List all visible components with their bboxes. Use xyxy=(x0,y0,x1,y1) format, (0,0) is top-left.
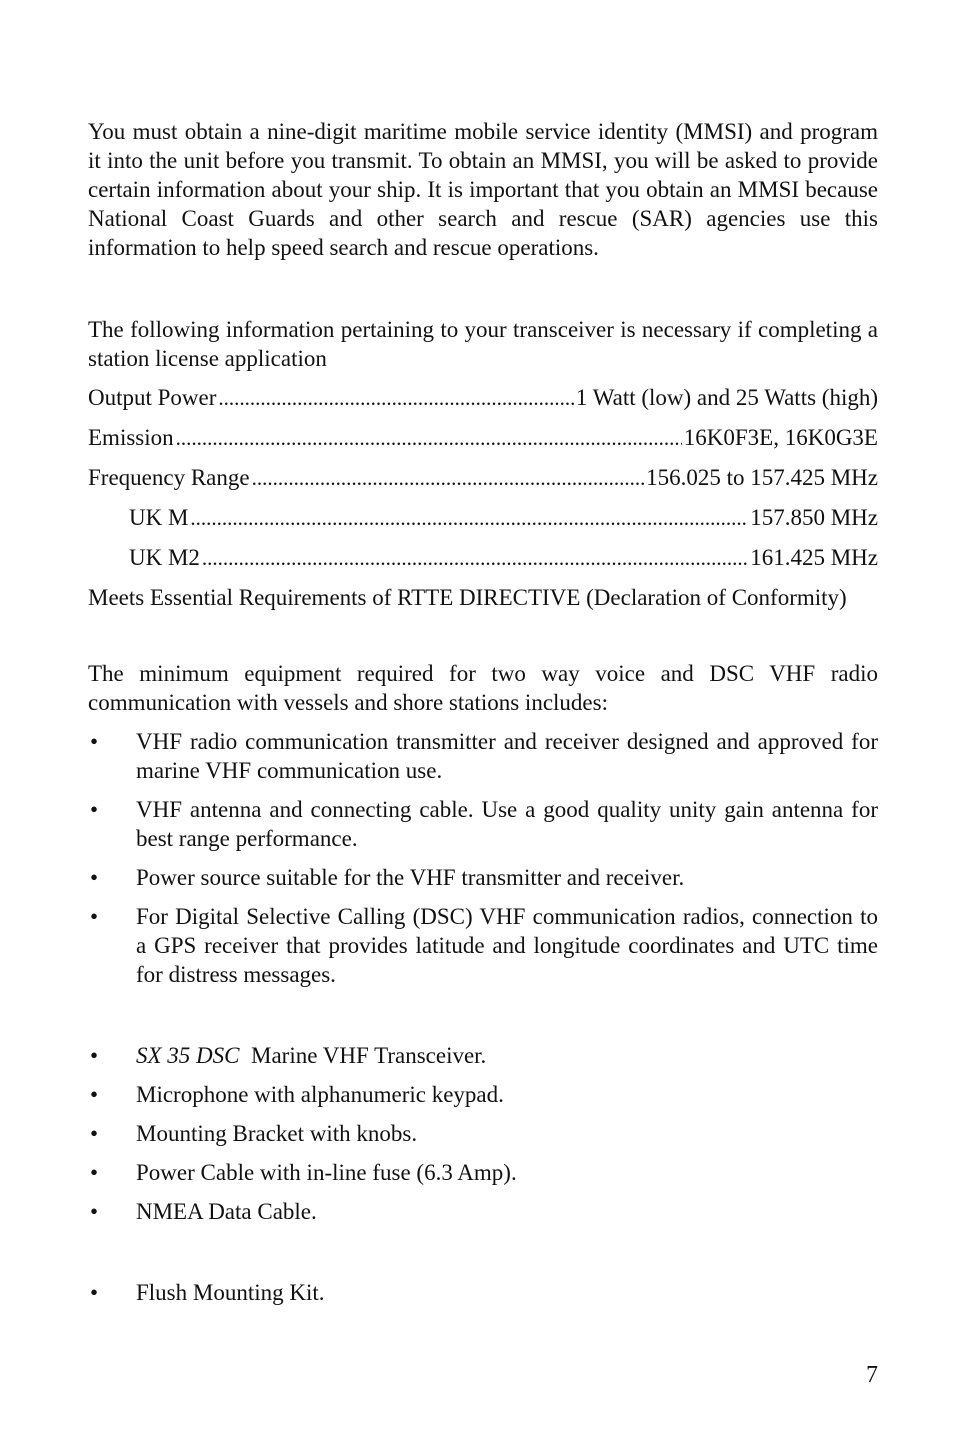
dot-leader xyxy=(190,504,748,533)
list-item xyxy=(88,1080,878,1109)
section-gap xyxy=(88,1226,878,1278)
list-item-text: NMEA Data Cable. xyxy=(136,1199,317,1224)
manual-page xyxy=(88,117,878,1307)
list-item-text: For Digital Selective Calling (DSC) VHF communication radios, connection to a GPS receiver that provides latitude and longitude coordinates and UTC time for distress messages. xyxy=(136,904,878,987)
section-gap xyxy=(88,612,878,659)
bullet-icon: • xyxy=(90,797,99,822)
bullet-icon: • xyxy=(90,1082,99,1107)
list-item-text: Microphone with alphanumeric keypad. xyxy=(136,1082,504,1107)
list-item-text: Power Cable with in-line fuse (6.3 Amp). xyxy=(136,1160,517,1185)
license-intro: The following information pertaining to your transceiver is necessary if completing a station license application xyxy=(88,317,878,371)
list-item-text: VHF antenna and connecting cable. Use a good quality unity gain antenna for best range performance. xyxy=(136,797,878,851)
spec-value: 156.025 to 157.425 MHz xyxy=(646,465,878,490)
spec-value: 157.850 MHz xyxy=(750,505,878,530)
spec-label: Output Power xyxy=(88,385,217,410)
dot-leader xyxy=(252,464,644,493)
dot-leader xyxy=(176,424,682,453)
list-item xyxy=(88,1158,878,1187)
bullet-icon: • xyxy=(90,729,99,754)
model-name: SX 35 DSC xyxy=(136,1043,240,1068)
spec-row-emission xyxy=(88,423,878,453)
list-item-text: VHF radio communication transmitter and receiver designed and approved for marine VHF communication use. xyxy=(136,729,878,783)
list-item-text: Mounting Bracket with knobs. xyxy=(136,1121,418,1146)
conformity-note: Meets Essential Requirements of RTTE DIRECTIVE (Declaration of Conformity) xyxy=(88,585,847,610)
mmsi-paragraph: You must obtain a nine-digit maritime mobile service identity (MMSI) and program it into the unit before you transmit. To obtain an MMSI, you will be asked to provide certain information about your ship. It is important that you obtain an MMSI because National Coast Guards and other search and rescue (SAR) agencies use this information to help speed search and rescue operations. xyxy=(88,119,878,260)
spec-label: Frequency Range xyxy=(88,465,250,490)
list-item-text xyxy=(129,1041,878,1070)
page-number: 7 xyxy=(866,1362,878,1388)
spec-value: 1 Watt (low) and 25 Watts (high) xyxy=(575,385,878,410)
spec-value: 16K0F3E, 16K0G3E xyxy=(683,425,878,450)
model-description: Marine VHF Transceiver. xyxy=(251,1043,487,1068)
spec-row-uk-m2 xyxy=(88,543,878,573)
spec-label: UK M2 xyxy=(129,545,200,570)
spec-row-frequency-range xyxy=(88,463,878,493)
bullet-icon: • xyxy=(90,1043,99,1068)
bullet-icon: • xyxy=(90,1199,99,1224)
list-item xyxy=(88,902,878,989)
list-item xyxy=(88,1197,878,1226)
bullet-icon: • xyxy=(90,904,99,929)
spec-label: UK M xyxy=(129,505,189,530)
list-item xyxy=(88,1278,878,1307)
dot-leader xyxy=(202,544,748,573)
dot-leader xyxy=(218,384,574,413)
list-item xyxy=(88,1119,878,1148)
list-item xyxy=(88,727,878,785)
spec-row-output-power xyxy=(88,383,878,413)
equipment-list xyxy=(88,727,878,989)
spec-row-uk-m xyxy=(88,503,878,533)
section-gap xyxy=(88,262,878,315)
list-item-text: Flush Mounting Kit. xyxy=(136,1280,325,1305)
bullet-icon: • xyxy=(90,1121,99,1146)
bullet-icon: • xyxy=(90,1280,99,1305)
package-contents-list xyxy=(88,1041,878,1226)
spec-value: 161.425 MHz xyxy=(750,545,878,570)
section-gap xyxy=(88,989,878,1041)
list-item xyxy=(88,1041,878,1070)
spec-label: Emission xyxy=(88,425,174,450)
list-item-text: Power source suitable for the VHF transmitter and receiver. xyxy=(136,865,685,890)
list-item xyxy=(88,863,878,892)
equipment-intro: The minimum equipment required for two way voice and DSC VHF radio communication with vessels and shore stations includes: xyxy=(88,661,878,715)
optional-accessories-list xyxy=(88,1278,878,1307)
list-item xyxy=(88,795,878,853)
bullet-icon: • xyxy=(90,865,99,890)
bullet-icon: • xyxy=(90,1160,99,1185)
